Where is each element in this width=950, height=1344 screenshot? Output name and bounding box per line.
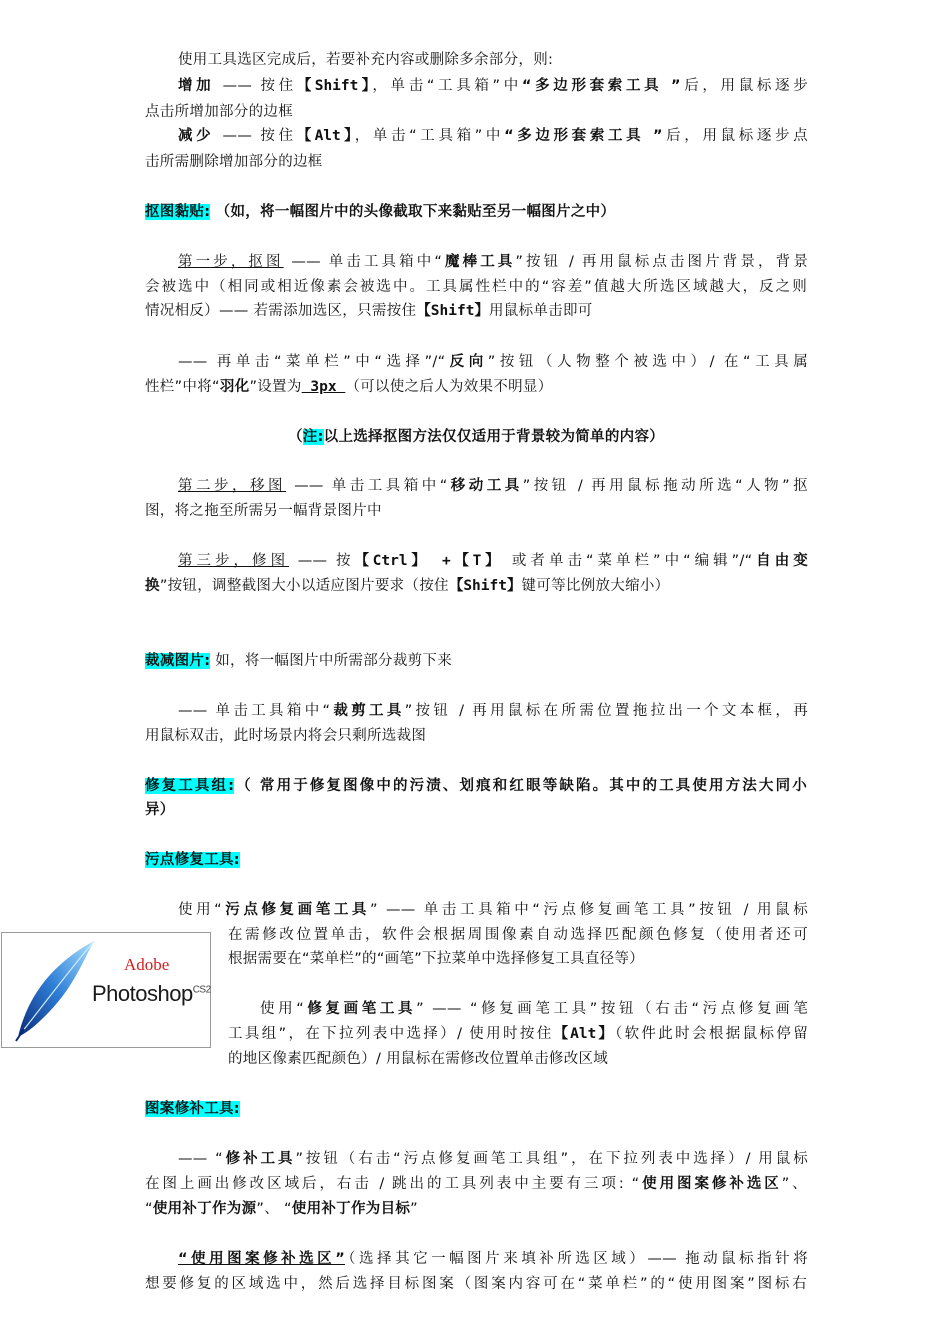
spot-healing-line: 使用“污点修复画笔工具” —— 单击工具箱中“污点修复画笔工具”按钮 / 用鼠标 [178,902,808,918]
patch-tool-line: —— “修补工具”按钮（右击“污点修复画笔工具组”，在下拉列表中选择）/ 用鼠标 [178,1151,809,1167]
heading-crop: 裁减图片: 如，将一幅图片中所需部分裁剪下来 [145,653,453,669]
pattern-patch-line: “使用图案修补选区”（选择其它一幅图片来填补所选区域）—— 拖动鼠标指针将 [178,1251,808,1267]
step3-line: 第三步，修图 —— 按【Ctrl】 +【T】 或者单击“菜单栏”中“编辑”/“自由变 [178,553,809,569]
heading-repair-group-cont: 异） [145,802,175,818]
subtract-line-cont: 击所需删除增加部分的边框 [145,154,323,170]
step1-inverse-line: —— 再单击“菜单栏”中“选择”/“反向”按钮（人物整个被选中）/ 在“工具属 [178,354,808,370]
add-line: 增加 —— 按住【Shift】，单击“工具箱”中“多边形套索工具 ”后，用鼠标逐步 [178,78,809,94]
add-line-cont: 点击所增加部分的边框 [145,104,293,120]
subtract-line: 减少 —— 按住【Alt】，单击“工具箱”中“多边形套索工具 ”后，用鼠标逐步点 [178,128,808,144]
note-line: （注:以上选择抠图方法仅仅适用于背景较为简单的内容） [287,429,665,445]
step2-line-2: 图，将之拖至所需另一幅背景图片中 [145,503,382,519]
crop-line: —— 单击工具箱中“裁剪工具”按钮 / 再用鼠标在所需位置拖拉出一个文本框，再 [178,703,809,719]
intro-line: 使用工具选区完成后，若要补充内容或删除多余部分，则: [178,52,554,68]
photoshop-cs2-logo [1,932,211,1048]
step1-feather-line: 性栏”中将“羽化”设置为 3px （可以使之后人为效果不明显） [145,379,553,395]
healing-brush-line-3: 的地区像素匹配颜色）/ 用鼠标在需修改位置单击修改区域 [228,1051,609,1067]
crop-line-2: 用鼠标双击，此时场景内将会只剩所选裁图 [145,728,427,744]
spot-healing-line-2: 在需修改位置单击，软件会根据周围像素自动选择匹配颜色修复（使用者还可 [228,927,808,943]
heading-repair-group: 修复工具组:（ 常用于修复图像中的污渍、划痕和红眼等缺陷。其中的工具使用方法大同小 [145,778,808,794]
healing-brush-line-2: 工具组”，在下拉列表中选择）/ 使用时按住【Alt】（软件此时会根据鼠标停留 [228,1026,808,1042]
patch-tool-line-3: “使用补丁作为源”、 “使用补丁作为目标” [145,1201,418,1217]
healing-brush-line: 使用“修复画笔工具” —— “修复画笔工具”按钮（右击“污点修复画笔 [260,1001,808,1017]
step3-line-2: 换”按钮，调整截图大小以适应图片要求（按住【Shift】键可等比例放大缩小） [145,578,670,594]
heading-spot-healing: 污点修复工具: [145,852,240,868]
patch-tool-line-2: 在图上画出修改区域后，右击 / 跳出的工具列表中主要有三项: “使用图案修补选区”、 [145,1176,807,1192]
logo-brand: Adobe [124,955,170,974]
step1-line: 第一步，抠图 —— 单击工具箱中“魔棒工具”按钮 / 再用鼠标点击图片背景，背景 [178,254,808,270]
heading-patch-tool: 图案修补工具: [145,1101,240,1117]
heading-cutout-paste: 抠图黏贴: （如，将一幅图片中的头像截取下来黏贴至另一幅图片之中） [145,204,616,220]
step2-line: 第二步，移图 —— 单击工具箱中“移动工具”按钮 / 再用鼠标拖动所选“人物”抠 [178,478,808,494]
step1-line-2: 会被选中（相同或相近像素会被选中。工具属性栏中的“容差”值越大所选区域越大，反之则 [145,279,807,295]
logo-product: Photoshop$^{CS2}$ [92,981,211,1006]
spot-healing-line-3: 根据需要在“菜单栏”的“画笔”下拉菜单中选择修复工具直径等） [228,951,645,967]
pattern-patch-line-2: 想要修复的区域选中，然后选择目标图案（图案内容可在“菜单栏”的“使用图案”图标右 [145,1276,807,1292]
step1-line-3: 情况相反）—— 若需添加选区，只需按住【Shift】用鼠标单击即可 [145,303,593,319]
